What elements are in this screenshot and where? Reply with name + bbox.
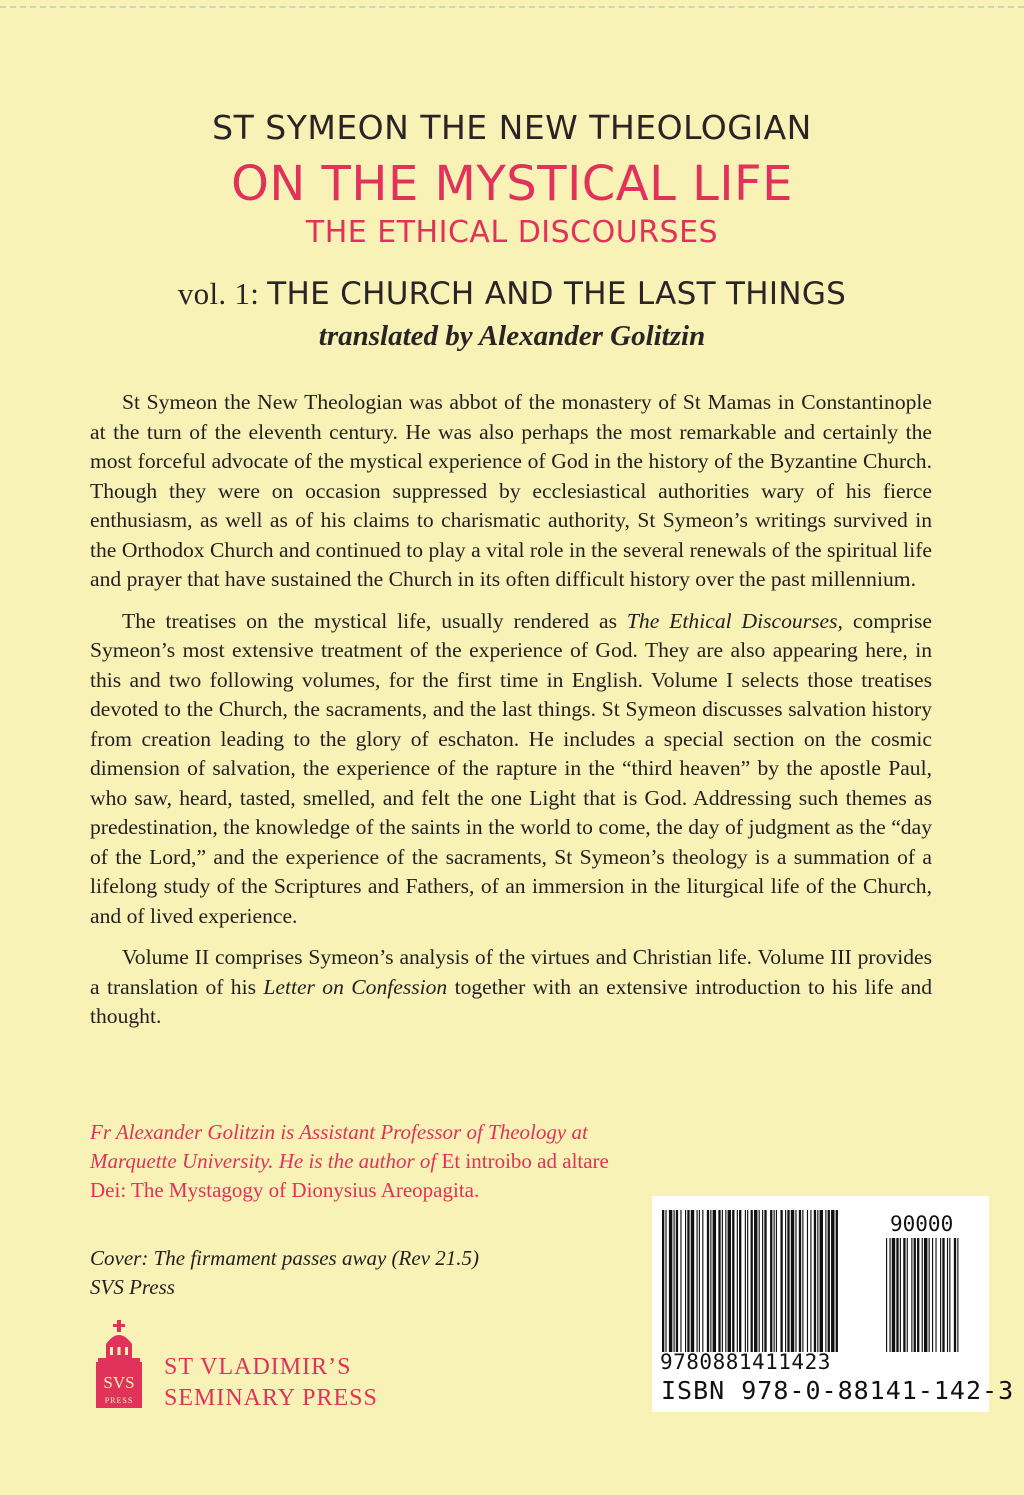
barcode-bar bbox=[810, 1210, 811, 1352]
barcode-bar bbox=[828, 1210, 830, 1352]
barcode-bar bbox=[732, 1210, 734, 1352]
barcode-bar bbox=[922, 1238, 923, 1352]
publisher-line-1: ST VLADIMIR’S bbox=[164, 1354, 352, 1380]
barcode-bar bbox=[759, 1210, 760, 1352]
barcode-bar bbox=[728, 1210, 731, 1352]
barcode-bar bbox=[825, 1210, 826, 1352]
barcode-bar bbox=[907, 1238, 908, 1352]
barcode-bar bbox=[751, 1210, 753, 1352]
barcode-bar bbox=[817, 1210, 818, 1352]
barcode-bar bbox=[680, 1210, 681, 1352]
barcode-bar bbox=[814, 1210, 816, 1352]
book-subtitle: THE ETHICAL DISCOURSES bbox=[305, 215, 719, 250]
author-bio bbox=[90, 1118, 650, 1205]
barcode-bar bbox=[669, 1210, 672, 1352]
work-title: The Ethical Discourses bbox=[626, 608, 838, 633]
barcode-bar bbox=[949, 1238, 950, 1352]
text-run: The treatises on the mystical life, usually rendered as bbox=[122, 608, 627, 633]
publisher-line-2: SEMINARY PRESS bbox=[164, 1385, 378, 1411]
barcode-bar bbox=[914, 1238, 916, 1352]
barcode-bar bbox=[662, 1210, 664, 1352]
barcode-bar bbox=[954, 1238, 956, 1352]
barcode-bar bbox=[697, 1210, 698, 1352]
barcode-bar bbox=[940, 1238, 941, 1352]
barcode-bar bbox=[764, 1210, 766, 1352]
ean-number: 9780881411423 bbox=[660, 1350, 831, 1374]
work-title: Letter on Confession bbox=[263, 974, 448, 999]
description-paragraph-2 bbox=[90, 607, 932, 932]
barcode-bar bbox=[924, 1238, 927, 1352]
barcode-bar bbox=[831, 1210, 834, 1352]
description-paragraph-1: St Symeon the New Theologian was abbot of the monastery of St Mamas in Constantinople at the turn of the eleventh century. He was also perhaps the most remarkable and certainly the most forceful advocate of the mystical experience of God in the history of the Byzantine Church. Though they were on occasion suppressed by ecclesiastical authorities wary of his fierce enthusiasm, as well as of his claims to charismatic authority, St Symeon’s writings survived in the Orthodox Church and continued to play a vital role in the several renewals of the spiritual life and prayer that have sustained the Church in its often difficult history over the past millennium. bbox=[90, 390, 932, 591]
barcode-bar bbox=[745, 1210, 746, 1352]
barcode-bar bbox=[702, 1210, 703, 1352]
barcode-bar bbox=[707, 1210, 709, 1352]
publisher-name bbox=[164, 1352, 378, 1414]
book-author: ST SYMEON THE NEW THEOLOGIAN bbox=[212, 108, 812, 147]
barcode-bar bbox=[725, 1210, 726, 1352]
barcode-bar bbox=[896, 1238, 898, 1352]
translator-line: translated by Alexander Golitzin bbox=[318, 320, 706, 352]
volume-prefix: vol. 1: bbox=[177, 276, 268, 311]
cover-credit bbox=[90, 1244, 479, 1302]
barcode-bar bbox=[685, 1210, 686, 1352]
volume-line bbox=[0, 276, 1024, 312]
text-run: , comprise Symeon’s most extensive treatment of the experience of God. They are also appearing here, in this and two following volumes, for the first time in English. Volume I selects those treatises devoted to the Church, the sacraments, and the last things. St Symeon discusses salvation history from creation leading to the glory of eschaton. He includes a special section on the cosmic dimension of salvation, the experience of the rapture in the “third heaven” by the apostle Paul, who saw, heard, tasted, smelled, and felt the one Light that is God. Addressing such themes as predestination, the knowledge of the saints in the world to come, the day of judgment as the “day of the Lord,” and the experience of the sacraments, St Symeon’s theology is a summation of a lifelong study of the Scriptures and Fathers, of an immersion in the liturgical life of the Church, and of lived experience. bbox=[90, 608, 932, 928]
barcode-bar bbox=[836, 1210, 838, 1352]
volume-title: THE CHURCH AND THE LAST THINGS bbox=[267, 276, 847, 312]
barcode-bar bbox=[957, 1238, 958, 1352]
barcode-bar bbox=[942, 1238, 944, 1352]
barcode-bar bbox=[892, 1238, 895, 1352]
book-title: ON THE MYSTICAL LIFE bbox=[231, 156, 793, 212]
text-run: together with an extensive introduction to his life and thought. bbox=[90, 974, 933, 1028]
barcode-bar bbox=[932, 1238, 933, 1352]
barcode-bar bbox=[713, 1210, 716, 1352]
barcode-bar bbox=[710, 1210, 711, 1352]
barcode-bar bbox=[911, 1238, 912, 1352]
barcode-bar bbox=[722, 1210, 723, 1352]
barcode-bar bbox=[935, 1238, 936, 1352]
svs-press-logo bbox=[86, 1320, 152, 1410]
barcode-bar bbox=[674, 1210, 675, 1352]
barcode-bar bbox=[900, 1238, 901, 1352]
barcode-bar bbox=[795, 1210, 796, 1352]
barcode-bar bbox=[820, 1210, 823, 1352]
barcode-bar bbox=[691, 1210, 694, 1352]
barcode-bar bbox=[747, 1210, 748, 1352]
barcode-bar bbox=[917, 1238, 919, 1352]
top-border bbox=[0, 6, 1024, 8]
barcode-bar bbox=[687, 1210, 689, 1352]
bio-text: Fr Alexander Golitzin is Assistant Professor of Theology at Marquette University. He is the author of bbox=[90, 1120, 588, 1173]
barcode-bar bbox=[770, 1210, 772, 1352]
description bbox=[90, 388, 932, 1044]
barcode-bar bbox=[718, 1210, 720, 1352]
isbn-number: ISBN 978-0-88141-142-3 bbox=[661, 1376, 1015, 1405]
barcode-bar bbox=[737, 1210, 738, 1352]
barcode-bar bbox=[802, 1210, 803, 1352]
bio-book-title: Et introibo ad altare Dei: The Mystagogy of Dionysius Areopagita. bbox=[90, 1149, 609, 1202]
cover-credit-line-2: SVS Press bbox=[90, 1275, 175, 1299]
barcode-bar bbox=[762, 1210, 763, 1352]
barcode-bar bbox=[799, 1210, 801, 1352]
barcode-bar bbox=[776, 1210, 777, 1352]
barcode-bar bbox=[947, 1238, 948, 1352]
barcode-bar bbox=[807, 1210, 808, 1352]
description-paragraph-3 bbox=[90, 943, 932, 1032]
barcode-bar bbox=[699, 1210, 700, 1352]
price-code: 90000 bbox=[890, 1212, 954, 1236]
barcode-bar bbox=[787, 1210, 789, 1352]
barcode-bar bbox=[754, 1210, 757, 1352]
logo-letters: SVS bbox=[103, 1373, 135, 1392]
barcode-bar bbox=[791, 1210, 794, 1352]
barcode-bar bbox=[774, 1210, 775, 1352]
barcode-bar bbox=[780, 1210, 782, 1352]
barcode-bar bbox=[739, 1210, 741, 1352]
barcode-bar bbox=[886, 1238, 887, 1352]
barcode-bar bbox=[785, 1210, 786, 1352]
logo-press: PRESS bbox=[104, 1396, 134, 1405]
barcode-bar bbox=[889, 1238, 890, 1352]
text-run: Volume II comprises Symeon’s analysis of the virtues and Christian life. Volume III provides a translation of his bbox=[90, 945, 932, 999]
cover-credit-line-1: Cover: The firmament passes away (Rev 21.5) bbox=[90, 1246, 480, 1270]
barcode-bar bbox=[676, 1210, 678, 1352]
barcode-bar bbox=[665, 1210, 666, 1352]
barcode-bar bbox=[903, 1238, 905, 1352]
barcode-bar bbox=[929, 1238, 930, 1352]
